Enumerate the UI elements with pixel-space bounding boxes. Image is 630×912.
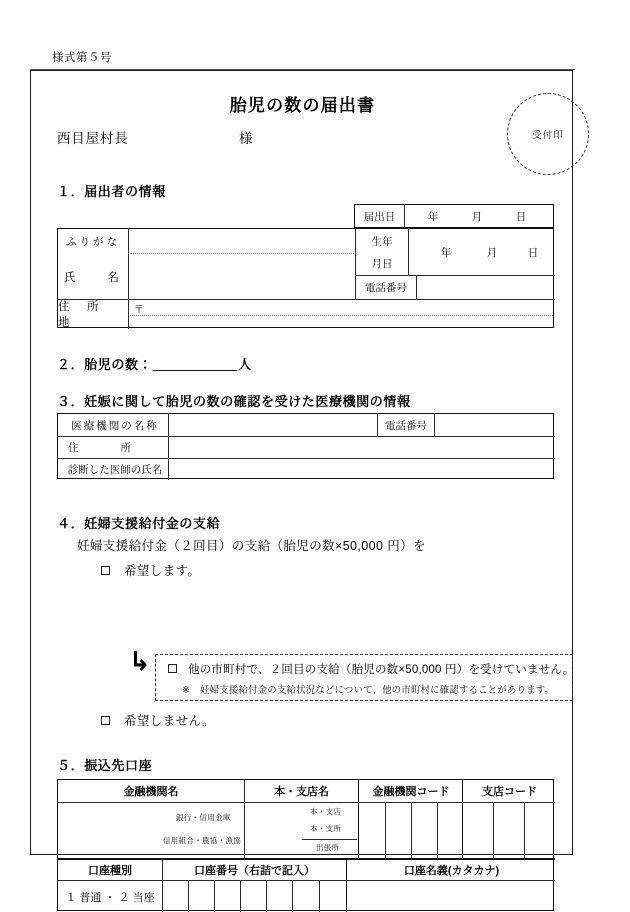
submit-date-month: 月 (471, 210, 483, 223)
account-number-cell[interactable] (215, 881, 240, 912)
branch-type-sub-label-2: 本・支所 (310, 824, 342, 833)
option-no-row[interactable] (101, 711, 215, 729)
account-holder-input[interactable] (348, 881, 555, 912)
branch-sub-divider (302, 839, 357, 840)
checkbox-wish-yes[interactable] (101, 566, 110, 575)
name-label: 氏 名 (64, 272, 122, 284)
birthdate-label-line2: 月日 (371, 257, 393, 270)
checkbox-not-received-elsewhere[interactable] (168, 664, 177, 673)
doctor-name-input[interactable] (170, 459, 553, 480)
benefit-lead-text: 妊婦支援給付金（２回目）の支給（胎児の数×50,000 円）を (77, 539, 426, 553)
section-5-heading: ５．振込先口座 (57, 758, 153, 773)
bank-code-header: 金融機関コード (372, 786, 450, 798)
down-right-arrow-icon: ↳ (129, 647, 151, 677)
medical-address-input[interactable] (170, 437, 553, 458)
submit-date-label: 届出日 (355, 205, 405, 227)
account-number-cell[interactable] (293, 881, 319, 912)
account-number-cell[interactable] (320, 881, 346, 912)
section-3-heading: ３．妊娠に関して胎児の数の確認を受けた医療機関の情報 (57, 394, 411, 409)
note-main-label: 他の市町村で、２回目の支給（胎児の数×50,000 円）を受けていません。 (188, 664, 575, 676)
option-no-label: 希望しません。 (124, 714, 216, 728)
checkbox-wish-no[interactable] (101, 716, 110, 725)
medical-address-label: 住 所 (68, 442, 131, 454)
doctor-name-label: 診断した医師の氏名 (67, 464, 163, 476)
phone-label: 電話番号 (365, 282, 407, 294)
account-number-cell[interactable] (241, 881, 266, 912)
bank-account-table (57, 779, 554, 911)
fetus-count-input[interactable] (153, 358, 237, 371)
section-4-heading: ４．妊婦支援給付金の支給 (57, 516, 221, 531)
bank-type-sub-label-1: 銀行・信用金庫 (176, 813, 231, 822)
medical-name-label: 医療機関の名称 (71, 419, 159, 432)
account-type-header: 口座種別 (88, 864, 132, 877)
branch-type-sub-label-3: 出張所 (316, 843, 340, 852)
furigana-label: ふりがな (66, 235, 120, 248)
note-sub-label: 妊婦支援給付金の支給状況などについて、他の市町村に確認することがあります。 (200, 685, 555, 696)
bank-code-cell[interactable] (438, 803, 462, 858)
name-input[interactable] (129, 254, 355, 299)
submit-date-box (354, 204, 554, 228)
asterisk-mark-icon: ※ (182, 685, 191, 696)
addressee-honorific: 様 (239, 131, 253, 146)
table-divider (58, 299, 555, 300)
postal-code-mark: 〒 (134, 304, 144, 316)
section-2-heading (57, 354, 252, 373)
receipt-seal-label: 受付印 (532, 130, 564, 141)
account-holder-header: 口座名義(カタカナ) (403, 864, 500, 877)
option-yes-label: 希望します。 (124, 564, 201, 578)
table-divider (408, 229, 409, 275)
note-main-row[interactable] (168, 661, 574, 677)
branch-code-cell[interactable] (494, 803, 524, 858)
submit-date-day: 日 (515, 210, 527, 223)
medical-phone-label: 電話番号 (385, 419, 427, 432)
address-label: 住 所 地 (58, 301, 116, 329)
phone-input[interactable] (417, 276, 553, 299)
account-number-cell[interactable] (267, 881, 292, 912)
table-divider (168, 414, 169, 480)
section-2-label: ２．胎児の数： (57, 357, 153, 372)
birthdate-year: 年 (440, 246, 452, 259)
form-number-header (0, 0, 630, 68)
branch-code-cell[interactable] (464, 803, 493, 858)
addressee-label: 西目屋村長 (57, 131, 129, 146)
account-number-header: 口座番号（右詰で記入） (194, 864, 315, 877)
branch-code-header: 支店コード (482, 786, 537, 798)
applicant-info-table (57, 228, 554, 328)
fetus-count-unit: 人 (238, 357, 252, 372)
submit-date-year: 年 (427, 210, 439, 223)
address-input[interactable] (129, 316, 553, 328)
other-municipality-note-box (155, 654, 573, 701)
form-number-label: 様式第５号 (52, 52, 112, 64)
account-number-cell[interactable] (163, 881, 188, 912)
medical-institution-table (57, 413, 554, 479)
page-title: 胎児の数の届出書 (229, 96, 376, 115)
medical-name-input[interactable] (170, 414, 375, 436)
birthdate-label-line1: 生年 (371, 235, 393, 248)
receipt-seal-area (507, 93, 589, 175)
medical-phone-input[interactable] (435, 414, 553, 436)
option-yes-row[interactable] (101, 561, 200, 579)
bank-code-cell[interactable] (386, 803, 411, 858)
branch-type-sub-label-1: 本・支店 (310, 807, 342, 816)
bank-code-cell[interactable] (412, 803, 437, 858)
birthdate-month: 月 (486, 246, 498, 259)
birthdate-day: 日 (527, 246, 539, 259)
bank-name-header: 金融機関名 (123, 786, 179, 798)
table-divider (355, 229, 356, 299)
note-sub-row (182, 682, 554, 696)
bank-type-sub-label-2: 信用組合・農協・漁協 (163, 836, 241, 845)
account-number-cell[interactable] (189, 881, 214, 912)
furigana-input[interactable] (129, 229, 355, 253)
branch-name-header: 本・支店名 (274, 786, 329, 798)
section-1-heading: １．届出者の情報 (57, 184, 166, 199)
form-page-frame (30, 70, 575, 904)
bank-code-cell[interactable] (360, 803, 385, 858)
branch-code-cell[interactable] (525, 803, 555, 858)
account-type-value[interactable]: １ 普通 ・ ２ 当座 (65, 891, 155, 904)
